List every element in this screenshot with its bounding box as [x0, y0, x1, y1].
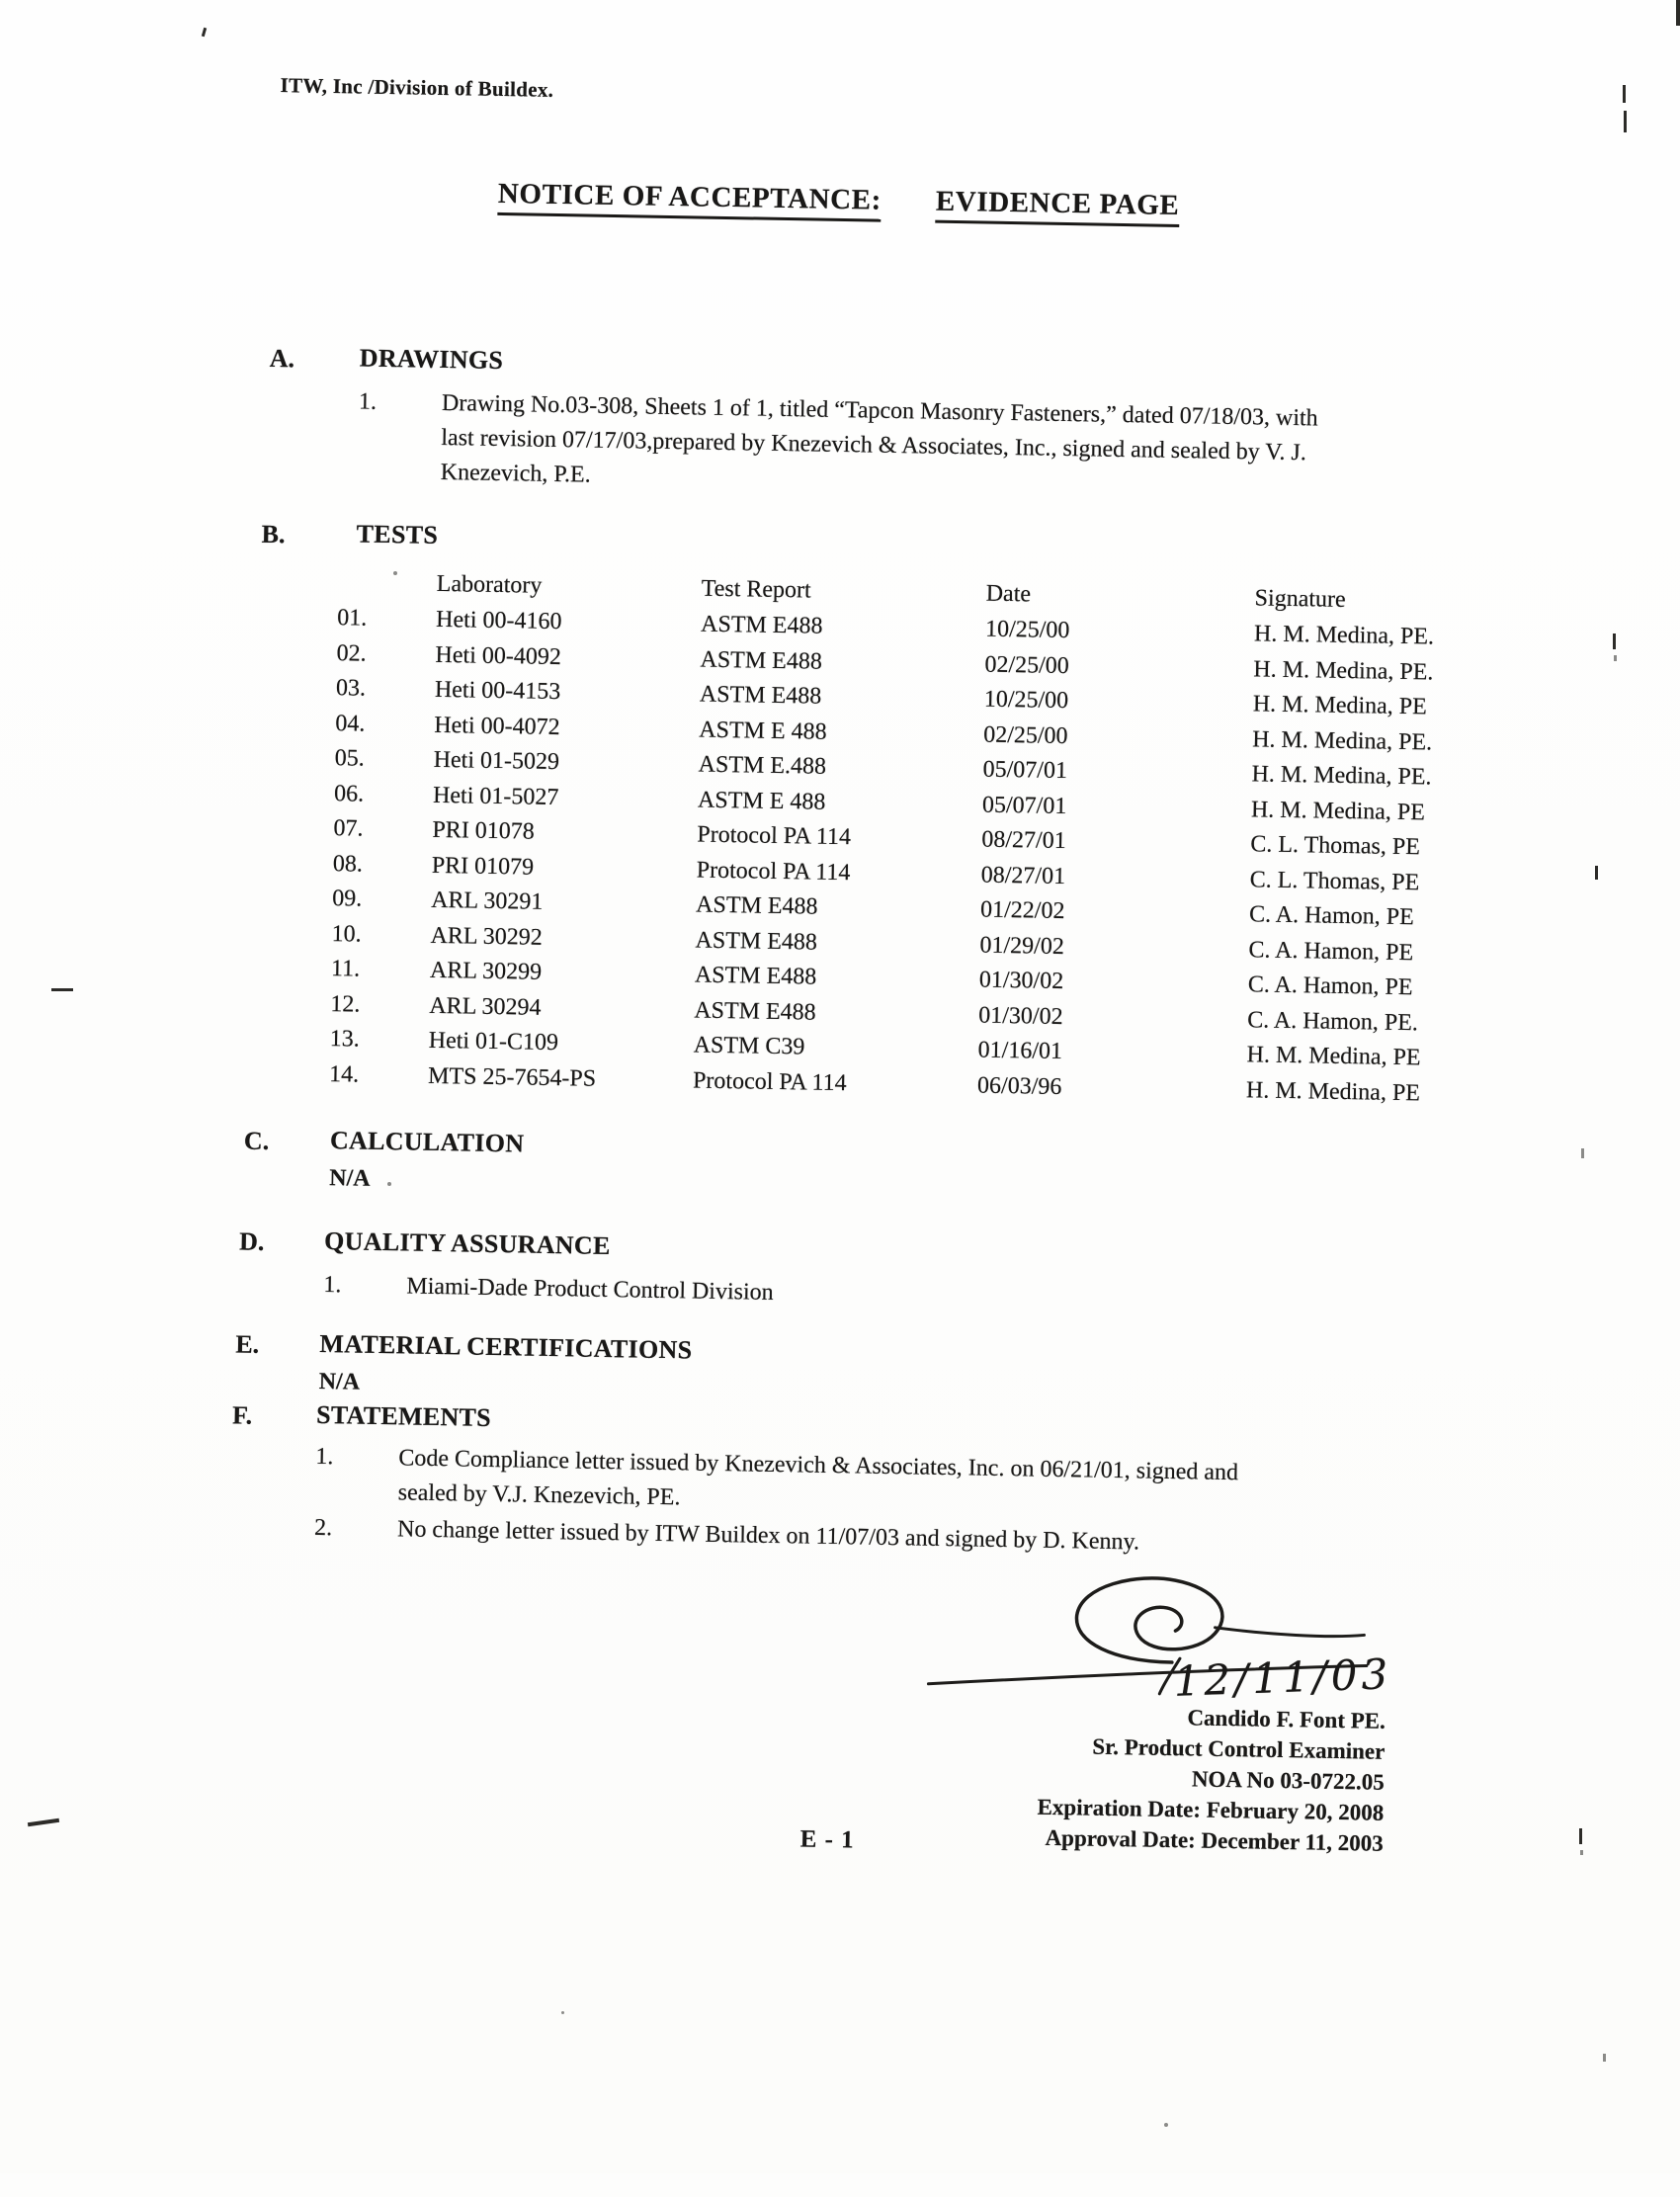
cell-date: 01/22/02: [979, 896, 1065, 925]
cell-date: 10/25/00: [983, 686, 1069, 715]
section-f-heading: STATEMENTS: [315, 1399, 492, 1432]
cell-num: 14.: [328, 1060, 360, 1088]
statements-list: [314, 1440, 1314, 1563]
drawing-item-text: Drawing No.03-308, Sheets 1 of 1, titled “Tapcon Masonry Fasteners,” dated 07/18/03, with last revision 07/17/03,prepared by Knezevich & Associates, Inc., signed and sealed by V. J. Knezevich, P.E.: [440, 389, 1318, 488]
scan-mark: [1624, 111, 1627, 132]
section-b-heading: TESTS: [356, 519, 439, 549]
cell-num: 08.: [332, 850, 364, 878]
cell-signature: C. L. Thomas, PE: [1250, 831, 1421, 861]
cell-signature: H. M. Medina, PE.: [1251, 725, 1433, 755]
cell-laboratory: PRI 01079: [431, 852, 535, 881]
cell-test-report: Protocol PA 114: [692, 1066, 847, 1096]
cell-laboratory: ARL 30294: [429, 992, 542, 1021]
column-header-laboratory: Laboratory: [436, 570, 543, 599]
cell-test-report: ASTM E 488: [697, 787, 826, 815]
section-a-letter: A.: [269, 343, 295, 374]
cell-num: 07.: [333, 815, 364, 842]
company-header: ITW, Inc /Division of Buildex.: [280, 73, 554, 102]
approval-date: Approval Date: December 11, 2003: [1045, 1824, 1384, 1856]
expiration-date: Expiration Date: February 20, 2008: [1037, 1794, 1385, 1825]
section-c-heading: CALCULATION: [329, 1126, 525, 1158]
cell-laboratory: ARL 30299: [429, 957, 543, 985]
cell-test-report: ASTM E488: [694, 962, 817, 990]
scan-mark: [1581, 1148, 1584, 1158]
tests-table: [329, 564, 1450, 1112]
scan-mark: [393, 571, 397, 575]
cell-date: 01/30/02: [978, 967, 1064, 995]
cell-test-report: Protocol PA 114: [696, 857, 851, 886]
scan-mark: [1164, 2123, 1168, 2127]
cell-signature: C. A. Hamon, PE: [1247, 972, 1413, 1001]
tests-table-body: [329, 601, 1450, 1112]
cell-test-report: ASTM E488: [695, 891, 818, 920]
cell-signature: H. M. Medina, PE: [1252, 691, 1428, 720]
cell-laboratory: Heti 01-5029: [433, 746, 560, 776]
scan-mark: [1603, 2054, 1606, 2062]
column-header-test-report: Test Report: [701, 575, 811, 604]
cell-date: 02/25/00: [984, 651, 1070, 679]
section-d-heading: QUALITY ASSURANCE: [323, 1226, 611, 1261]
cell-date: 10/25/00: [984, 616, 1070, 644]
cell-signature: H. M. Medina, PE.: [1251, 761, 1432, 791]
title-evidence: EVIDENCE PAGE: [935, 186, 1179, 227]
scan-mark: [387, 1182, 391, 1186]
statement-1-text: Code Compliance letter issued by Knezevich & Associates, Inc. on 06/21/01, signed and sealed by V.J. Knezevich, PE.: [397, 1445, 1239, 1511]
section-c-letter: C.: [243, 1126, 270, 1156]
scan-mark: [1614, 655, 1617, 661]
cell-signature: C. A. Hamon, PE: [1248, 936, 1414, 966]
cell-laboratory: Heti 01-C109: [428, 1027, 559, 1056]
document-title: [0, 169, 1679, 231]
cell-signature: C. L. Thomas, PE: [1249, 866, 1420, 895]
section-b-letter: B.: [261, 519, 286, 549]
cell-laboratory: MTS 25-7654-PS: [427, 1062, 597, 1092]
title-notice: NOTICE OF ACCEPTANCE:: [498, 178, 882, 222]
cell-test-report: ASTM E488: [700, 611, 823, 639]
column-header-date: Date: [985, 580, 1032, 608]
cell-num: 05.: [334, 745, 365, 772]
examiner-name: Candido F. Font PE.: [1187, 1705, 1386, 1733]
cell-date: 02/25/00: [983, 721, 1068, 749]
cell-test-report: ASTM E488: [694, 997, 816, 1026]
statement-1-number: 1.: [315, 1443, 334, 1471]
cell-laboratory: Heti 00-4160: [435, 606, 562, 635]
cell-num: 13.: [329, 1026, 360, 1053]
page-number: E - 1: [799, 1825, 855, 1854]
title-gap: [882, 210, 936, 211]
cell-date: 01/29/02: [979, 932, 1065, 960]
examiner-block: [889, 1697, 1386, 1859]
cell-signature: H. M. Medina, PE: [1245, 1076, 1421, 1106]
section-e-body: N/A: [318, 1368, 361, 1395]
scan-mark: [561, 2011, 564, 2014]
column-header-signature: Signature: [1254, 585, 1346, 613]
cell-num: 02.: [336, 639, 367, 667]
cell-date: 06/03/96: [976, 1072, 1062, 1100]
cell-date: 05/07/01: [982, 756, 1068, 785]
scan-mark: [1623, 85, 1626, 103]
section-f-letter: F.: [231, 1400, 253, 1430]
scan-mark: [1579, 1828, 1582, 1844]
cell-num: 01.: [336, 605, 368, 632]
cell-signature: C. A. Hamon, PE: [1248, 901, 1414, 931]
cell-date: 01/30/02: [978, 1002, 1063, 1030]
header-spacer: [338, 589, 437, 591]
qa-item-number: 1.: [323, 1272, 342, 1299]
cell-test-report: ASTM C39: [693, 1032, 805, 1060]
section-e-heading: MATERIAL CERTIFICATIONS: [319, 1328, 693, 1365]
examiner-title: Sr. Product Control Examiner: [1092, 1733, 1386, 1764]
scan-mark: [1613, 634, 1616, 649]
cell-laboratory: Heti 00-4072: [434, 712, 560, 740]
cell-test-report: Protocol PA 114: [697, 821, 852, 851]
cell-laboratory: Heti 00-4092: [435, 641, 562, 670]
drawing-item-number: 1.: [358, 388, 378, 415]
cell-laboratory: ARL 30291: [430, 887, 544, 915]
cell-date: 05/07/01: [981, 792, 1067, 819]
scan-mark: [1580, 1850, 1583, 1855]
cell-signature: H. M. Medina, PE: [1250, 796, 1426, 825]
quality-assurance-item: [323, 1268, 1213, 1318]
statement-2-number: 2.: [313, 1514, 333, 1542]
cell-laboratory: Heti 00-4153: [434, 676, 561, 706]
handwritten-date: 12/11/03: [1172, 1649, 1393, 1706]
cell-num: 09.: [332, 886, 363, 912]
cell-num: 04.: [335, 710, 366, 737]
scan-mark: [1676, 0, 1680, 26]
section-d-letter: D.: [238, 1226, 265, 1256]
scan-mark: [1595, 866, 1598, 880]
cell-num: 11.: [330, 956, 361, 982]
cell-num: 06.: [333, 780, 365, 807]
cell-date: 01/16/01: [977, 1037, 1063, 1065]
section-e-letter: E.: [235, 1329, 260, 1359]
section-a-heading: DRAWINGS: [359, 343, 504, 376]
cell-test-report: ASTM E488: [695, 927, 818, 956]
statement-2-text: No change letter issued by ITW Buildex on 11/07/03 and signed by D. Kenny.: [396, 1516, 1140, 1556]
cell-num: 10.: [331, 920, 362, 948]
noa-number: NOA No 03-0722.05: [1191, 1766, 1386, 1795]
cell-laboratory: Heti 01-5027: [432, 782, 559, 810]
cell-test-report: ASTM E488: [699, 681, 822, 710]
cell-signature: H. M. Medina, PE: [1246, 1042, 1421, 1071]
qa-item-text: Miami-Dade Product Control Division: [406, 1273, 774, 1306]
cell-laboratory: PRI 01078: [432, 816, 536, 845]
cell-num: 03.: [335, 675, 367, 702]
scan-mark: [51, 988, 73, 991]
cell-signature: H. M. Medina, PE.: [1253, 655, 1434, 686]
cell-signature: C. A. Hamon, PE.: [1247, 1006, 1419, 1036]
section-c-body: N/A: [329, 1165, 371, 1192]
cell-num: 12.: [330, 990, 361, 1018]
cell-date: 08/27/01: [980, 862, 1066, 889]
drawing-item: [357, 384, 1357, 506]
cell-date: 08/27/01: [981, 826, 1066, 855]
cell-test-report: ASTM E.488: [698, 751, 827, 780]
cell-signature: H. M. Medina, PE.: [1253, 621, 1435, 650]
cell-test-report: ASTM E488: [700, 646, 823, 675]
cell-test-report: ASTM E 488: [699, 717, 827, 745]
cell-laboratory: ARL 30292: [430, 922, 543, 951]
